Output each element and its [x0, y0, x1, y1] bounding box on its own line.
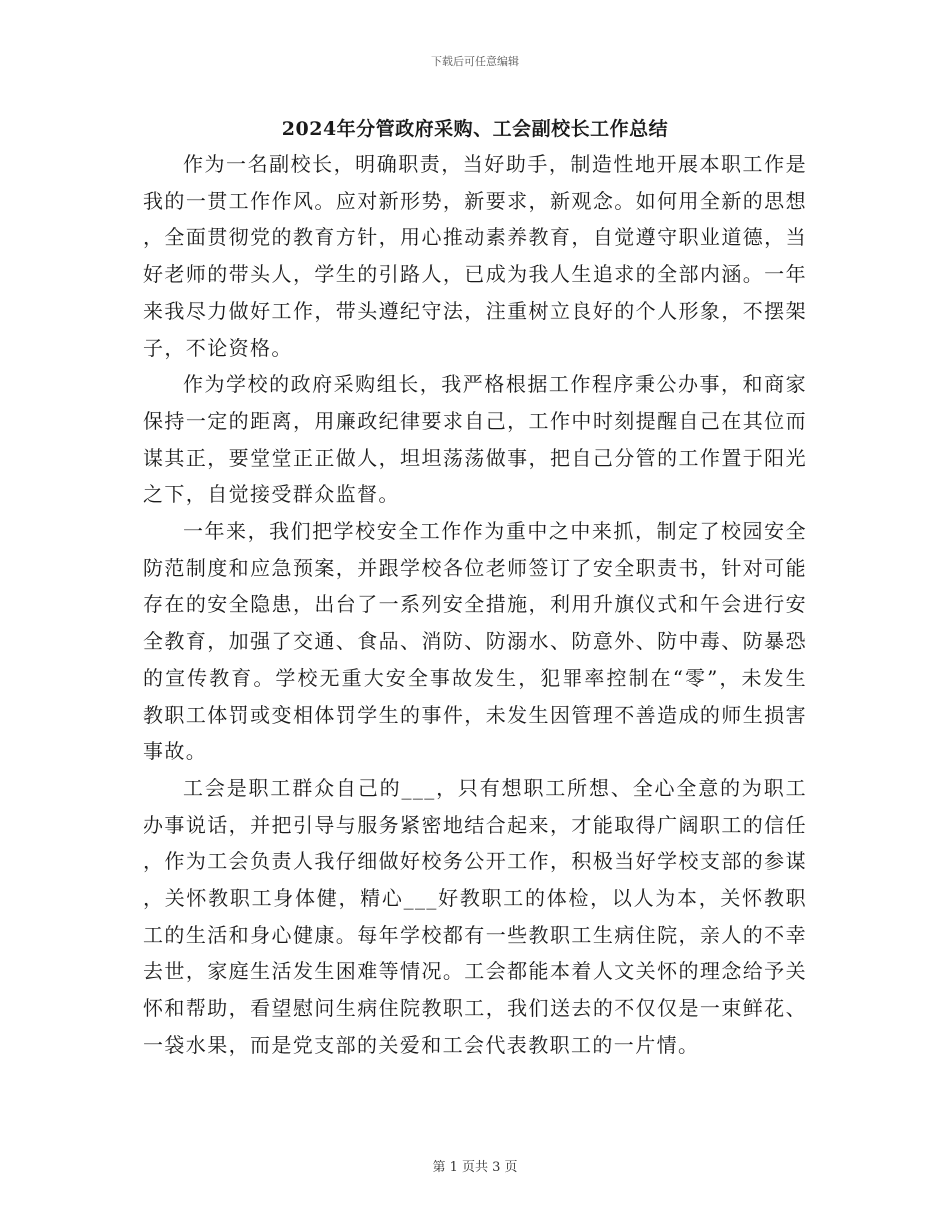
document-title: 2024年分管政府采购、工会副校长工作总结 — [281, 118, 669, 140]
paragraph-union: 工会是职工群众自己的___，只有想职工所想、全心全意的为职工办事说话，并把引导与服务紧密地结合起来，才能取得广阔职工的信任，作为工会负责人我仔细做好校务公开工作，积极当好学校支部的参谋，关怀教职工身体健，精心___好教职工的体检，以人为本，关怀教职工的生活和身心健康。每年学校都有一些教职工生病住院，亲人的不幸去世，家庭生活发生困难等情况。工会都能本着人文关怀的理念给予关怀和帮助，看望慰问生病住院教职工，我们送去的不仅仅是一束鲜花、一袋水果，而是党支部的关爱和工会代表教职工的一片情。 — [143, 775, 807, 1057]
header-note: 下载后可任意编辑 — [431, 55, 519, 68]
paragraph-procurement: 作为学校的政府采购组长，我严格根据工作程序秉公办事，和商家保持一定的距离，用廉政纪律要求自己，工作中时刻提醒自己在其位而谋其正，要堂堂正正做人，坦坦荡荡做事，把自己分管的工作置于阳光之下，自觉接受群众监督。 — [143, 372, 807, 507]
paragraph-safety: 一年来，我们把学校安全工作作为重中之中来抓，制定了校园安全防范制度和应急预案，并跟学校各位老师签订了安全职责书，针对可能存在的安全隐患，出台了一系列安全措施，利用升旗仪式和午会进行安全教育，加强了交通、食品、消防、防溺水、防意外、防中毒、防暴恐的宣传教育。学校无重大安全事故发生，犯罪率控制在“零”，未发生教职工体罚或变相体罚学生的事件，未发生因管理不善造成的师生损害事故。 — [143, 519, 807, 764]
paragraph-role-duties: 作为一名副校长，明确职责，当好助手，制造性地开展本职工作是我的一贯工作作风。应对新形势，新要求，新观念。如何用全新的思想，全面贯彻党的教育方针，用心推动素养教育，自觉遵守职业道德，当好老师的带头人，学生的引路人，已成为我人生追求的全部内涵。一年来我尽力做好工作，带头遵纪守法，注重树立良好的个人形象，不摆架子，不论资格。 — [143, 152, 807, 360]
page-footer: 第 1 页共 3 页 — [432, 1160, 518, 1175]
document-body — [143, 146, 807, 1064]
